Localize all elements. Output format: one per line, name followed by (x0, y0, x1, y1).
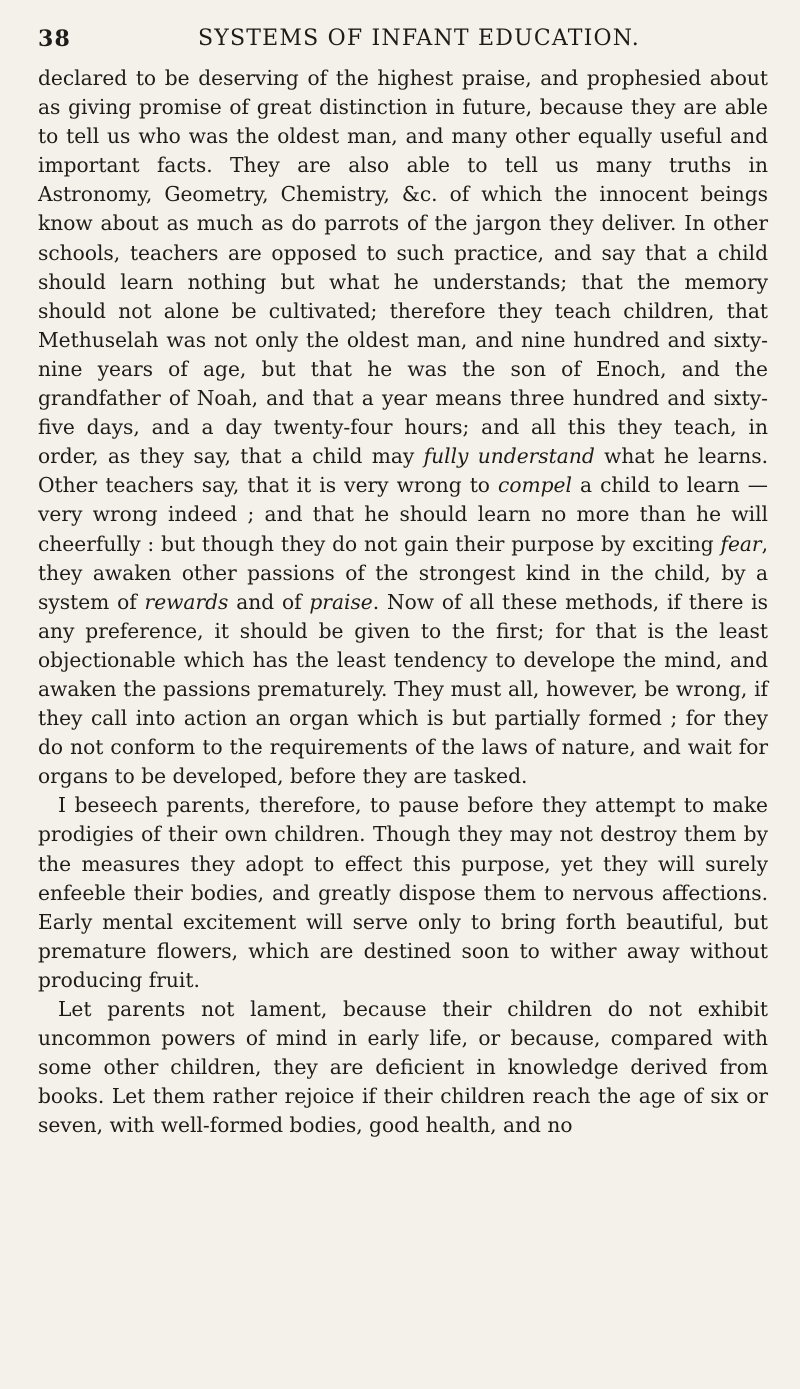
paragraph-1 (38, 64, 768, 791)
italic-phrase-fully-understand: fully understand (423, 444, 595, 469)
text-run: . Now of all these methods, if there is any preference, it should be given to the first; for that is the least objectionable which has the least tendency to develope the mind, and awaken the passions prematurely. They must all, however, be wrong, if they call into action an organ which is but partially formed ; for they do not conform to the requirements of the laws of nature, and wait for organs to be developed, before they are tasked. (38, 589, 768, 789)
page-number: 38 (38, 26, 72, 52)
text-run: and of (228, 589, 310, 614)
book-page (38, 26, 768, 1140)
body-text (38, 64, 768, 1140)
text-run: declared to be deserving of the highest praise, and prophesied about as giving promise of great distinction in future, because they are able to tell us who was the oldest man, and many other equally useful and important facts. They are also able to tell us many truths in Astronomy, Geometry, Chemistry, &c. of which the innocent beings know about as much as do parrots of the jargon they deliver. In other schools, teachers are opposed to such practice, and say that a child should learn nothing but what he understands; that the memory should not alone be cultivated; therefore they teach children, that Methuselah was not only the oldest man, and nine hundred and sixty-nine years of age, but that he was the son of Enoch, and the grandfather of Noah, and that a year means three hundred and sixty-five days, and a day twenty-four hours; and all this they teach, in order, as they say, that a child may (38, 66, 768, 469)
italic-phrase-praise: praise (309, 589, 373, 614)
italic-phrase-compel: compel (498, 473, 572, 498)
text-run: a child to learn — very wrong indeed ; and that he should learn no more than he will cheerfully : but though they do not gain their purpose by exciting (38, 473, 768, 556)
running-head (38, 26, 768, 60)
paragraph-2: I beseech parents, therefore, to pause before they attempt to make prodigies of their own children. Though they may not destroy them by the measures they adopt to effect this purpose, yet they will surely enfeeble their bodies, and greatly dispose them to nervous affections. Early mental excitement will serve only to bring forth beautiful, but premature flowers, which are destined soon to wither away without producing fruit. (38, 793, 768, 992)
text-run: , they awaken other passions of the strongest kind in the child, by a system of (38, 531, 768, 614)
header-title: SYSTEMS OF INFANT EDUCATION. (198, 26, 640, 51)
paragraph-3: Let parents not lament, because their children do not exhibit uncommon powers of mind in early life, or because, compared with some other children, they are deficient in knowledge derived from books. Let them rather rejoice if their children reach the age of six or seven, with well-formed bodies, good health, and no (38, 997, 768, 1138)
text-run: what he learns. Other teachers say, that it is very wrong to (38, 444, 769, 498)
italic-phrase-fear: fear (720, 531, 762, 556)
italic-phrase-rewards: rewards (144, 589, 229, 614)
